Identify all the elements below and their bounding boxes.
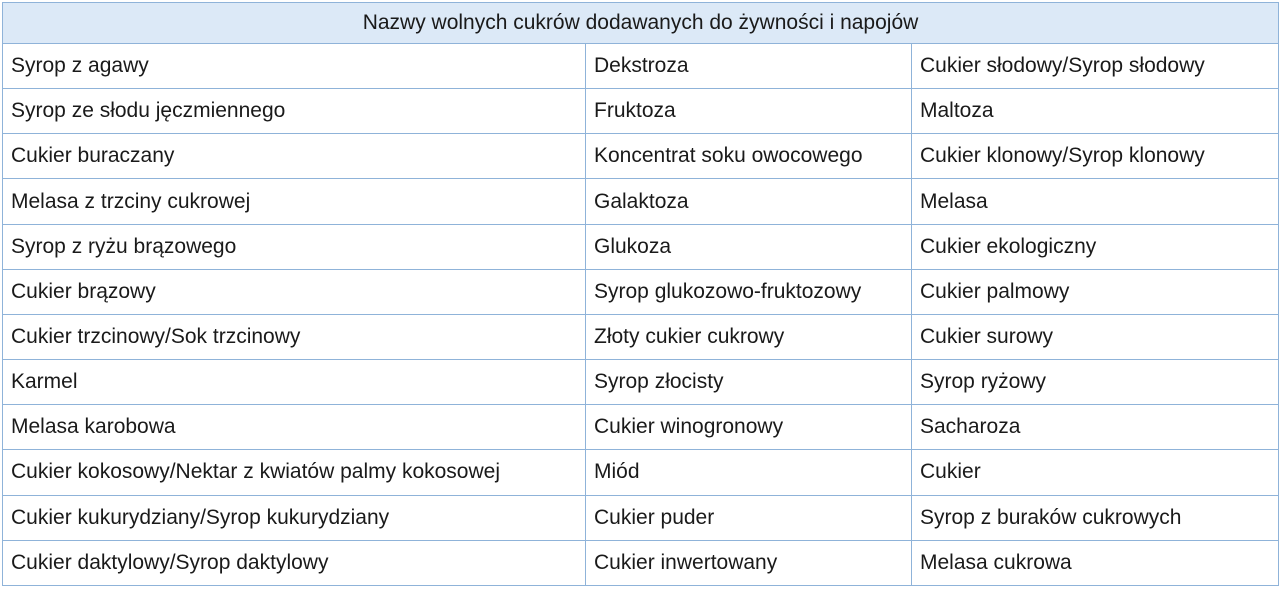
- table-cell: Cukier trzcinowy/Sok trzcinowy: [3, 314, 586, 359]
- table-cell: Cukier klonowy/Syrop klonowy: [912, 134, 1279, 179]
- table-cell: Koncentrat soku owocowego: [586, 134, 912, 179]
- table-cell: Cukier kokosowy/Nektar z kwiatów palmy kokosowej: [3, 450, 586, 495]
- table-row: [3, 224, 1279, 269]
- table-cell: Syrop ryżowy: [912, 360, 1279, 405]
- table-row: [3, 405, 1279, 450]
- table-cell: Melasa cukrowa: [912, 540, 1279, 585]
- table-cell: Melasa karobowa: [3, 405, 586, 450]
- table-cell: Złoty cukier cukrowy: [586, 314, 912, 359]
- table-cell: Melasa: [912, 179, 1279, 224]
- table-cell: Cukier kukurydziany/Syrop kukurydziany: [3, 495, 586, 540]
- table-row: [3, 269, 1279, 314]
- table-row: [3, 540, 1279, 585]
- table-cell: Karmel: [3, 360, 586, 405]
- table-cell: Dekstroza: [586, 44, 912, 89]
- table-cell: Cukier ekologiczny: [912, 224, 1279, 269]
- table-cell: Syrop z ryżu brązowego: [3, 224, 586, 269]
- table-cell: Syrop ze słodu jęczmiennego: [3, 89, 586, 134]
- table-row: [3, 495, 1279, 540]
- table-row: [3, 360, 1279, 405]
- table-row: [3, 44, 1279, 89]
- free-sugars-table: [2, 2, 1279, 586]
- table-cell: Sacharoza: [912, 405, 1279, 450]
- table-cell: Cukier słodowy/Syrop słodowy: [912, 44, 1279, 89]
- table-cell: Maltoza: [912, 89, 1279, 134]
- table-row: [3, 89, 1279, 134]
- table-cell: Cukier palmowy: [912, 269, 1279, 314]
- table-cell: Syrop złocisty: [586, 360, 912, 405]
- table-cell: Cukier inwertowany: [586, 540, 912, 585]
- table-cell: Cukier: [912, 450, 1279, 495]
- table-header-row: [3, 3, 1279, 44]
- table-cell: Cukier daktylowy/Syrop daktylowy: [3, 540, 586, 585]
- table-cell: Cukier buraczany: [3, 134, 586, 179]
- table-cell: Miód: [586, 450, 912, 495]
- table-cell: Melasa z trzciny cukrowej: [3, 179, 586, 224]
- table-cell: Cukier brązowy: [3, 269, 586, 314]
- table-row: [3, 314, 1279, 359]
- table-row: [3, 179, 1279, 224]
- table-cell: Fruktoza: [586, 89, 912, 134]
- table-body: [3, 44, 1279, 586]
- table-cell: Glukoza: [586, 224, 912, 269]
- table-cell: Cukier puder: [586, 495, 912, 540]
- table-row: [3, 134, 1279, 179]
- table-cell: Cukier winogronowy: [586, 405, 912, 450]
- table-cell: Syrop z agawy: [3, 44, 586, 89]
- table-title: Nazwy wolnych cukrów dodawanych do żywności i napojów: [3, 3, 1279, 44]
- table-row: [3, 450, 1279, 495]
- table-cell: Syrop z buraków cukrowych: [912, 495, 1279, 540]
- table-cell: Galaktoza: [586, 179, 912, 224]
- table-cell: Cukier surowy: [912, 314, 1279, 359]
- table-cell: Syrop glukozowo-fruktozowy: [586, 269, 912, 314]
